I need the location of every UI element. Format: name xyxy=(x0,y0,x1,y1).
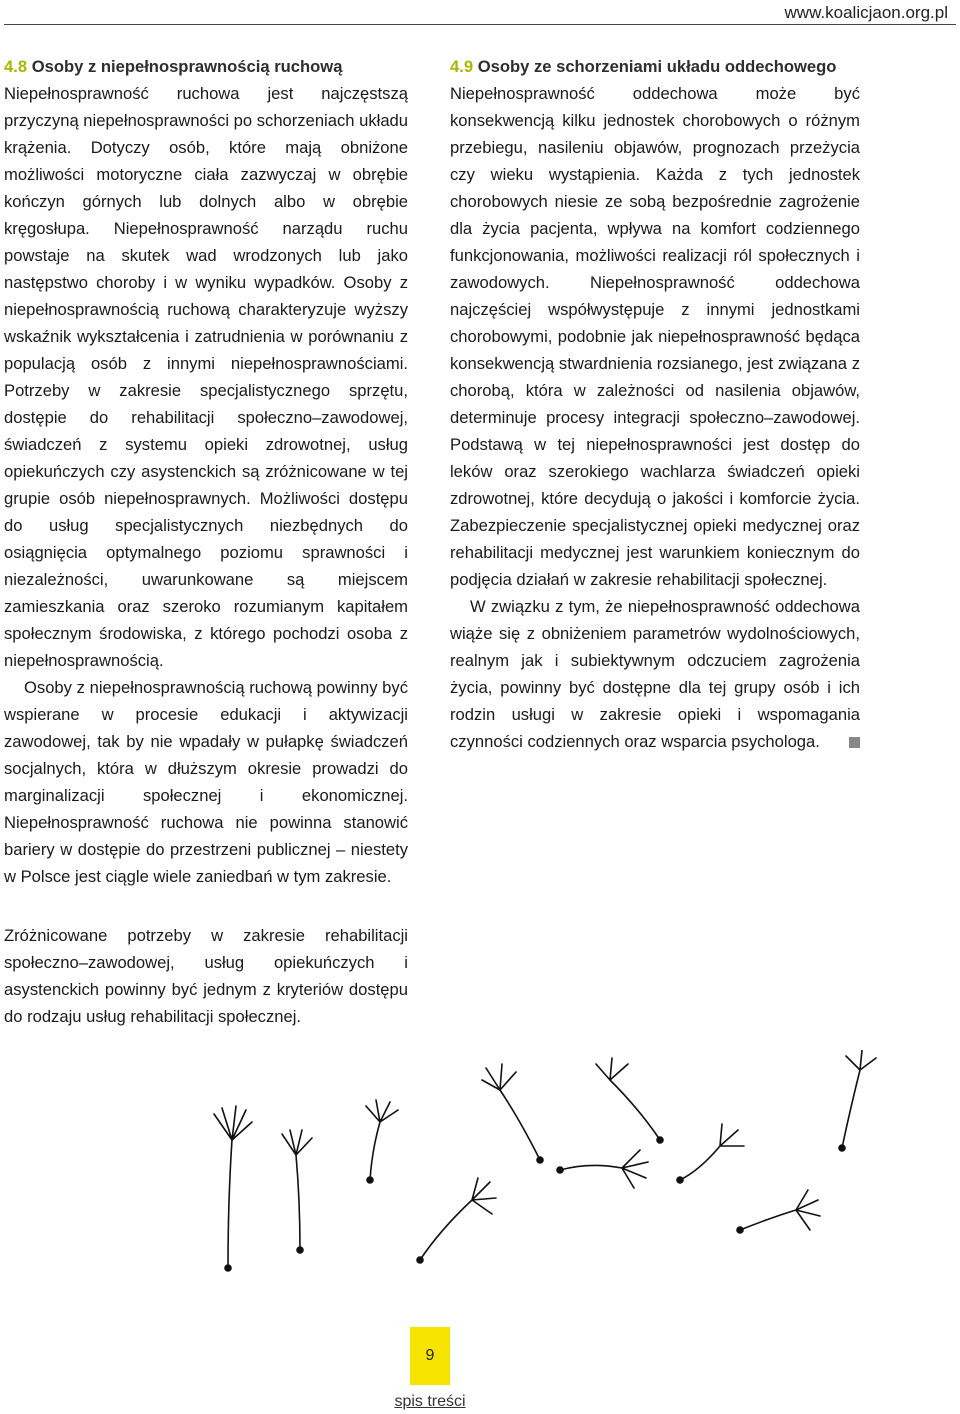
dandelion-seed-icon xyxy=(557,1150,648,1188)
section-number: 4.8 xyxy=(4,57,28,76)
dandelion-seed-icon xyxy=(417,1178,496,1263)
section-heading-4-9 xyxy=(450,53,860,80)
table-of-contents-link[interactable]: spis treści xyxy=(394,1393,466,1410)
dandelion-seeds-illustration xyxy=(0,1050,960,1310)
dandelion-seed-icon xyxy=(214,1106,252,1271)
dandelion-seed-icon xyxy=(482,1064,543,1163)
dandelion-seed-icon xyxy=(282,1130,312,1253)
section-number: 4.9 xyxy=(450,57,474,76)
section-title: Osoby ze schorzeniami układu oddechowego xyxy=(477,57,837,76)
header-rule xyxy=(4,24,956,25)
right-column xyxy=(450,53,860,755)
end-of-article-square-icon xyxy=(849,737,860,748)
body-paragraph-last xyxy=(450,593,860,755)
site-url[interactable]: www.koalicjaon.org.pl xyxy=(784,3,948,22)
body-paragraph: Niepełnosprawność oddechowa może być konsekwencją kilku jednostek chorobowych o różnym przebiegu, nasileniu objawów, prognozach przeżycia czy wieku wystąpienia. Każda z tych jednostek chorobowych niesie ze sobą bezpośrednie zagrożenie dla życia pacjenta, wpływa na komfort codziennego funkcjonowania, możliwości realizacji ról społecznych i zawodowych. Niepełnosprawność oddechowa najczęściej współwystępuje z innymi jednostkami chorobowymi, podobnie jak niepełnosprawność będąca konsekwencją stwardnienia rozsianego, jest związana z chorobą, która w zależności od nasilenia objawów, determinuje procesy integracji społeczno–zawodowej. Podstawą w tej niepełnosprawności jest dostęp do leków oraz szerokiego wachlarza świadczeń opieki zdrowotnej, które decydują o jakości i komforcie życia. Zabezpieczenie specjalistycznej opieki medycznej oraz rehabilitacji medycznej jest warunkiem koniecznym do podjęcia działań w zakresie rehabilitacji społecznej. xyxy=(450,84,860,589)
dandelion-seed-icon xyxy=(677,1124,744,1183)
page-number: 9 xyxy=(425,1347,435,1364)
dandelion-seed-icon xyxy=(596,1058,663,1143)
body-paragraph: Niepełnosprawność ruchowa jest najczęstszą przyczyną niepełnosprawności po schorzeniach układu krążenia. Dotyczy osób, które mają obniżone możliwości motoryczne ciała zazwyczaj w obrębie kończyn górnych lub dolnych albo w obrębie kręgosłupa. Niepełnosprawność narządu ruchu powstaje na skutek wad wrodzonych lub jako następstwo choroby i w wyniku wypadków. Osoby z niepełnosprawnością ruchową charakteryzuje wyższy wskaźnik wykształcenia i zatrudnienia w porównaniu z populacją osób z innymi niepełnosprawnościami. Potrzeby w zakresie specjalistycznego sprzętu, dostępie do rehabilitacji społeczno–zawodowej, świadczeń z systemu opieki zdrowotnej, usług opiekuńczych czy asystenckich są zróżnicowane w tej grupie osób niepełnosprawnych. Możliwości dostępu do usług specjalistycznych niezbędnych do osiągnięcia optymalnego poziomu sprawności i niezależności, uwarunkowane są miejscem zamieszkania oraz szeroko rozumianym kapitałem społecznym środowiska, z którego pochodzi osoba z niepełnosprawnością. xyxy=(4,84,409,670)
callout-box xyxy=(4,922,408,1030)
section-heading-4-8 xyxy=(4,53,408,80)
dandelion-seed-icon xyxy=(366,1100,398,1183)
dandelion-seed-icon xyxy=(839,1050,876,1151)
section-title: Osoby z niepełnosprawnością ruchową xyxy=(31,57,343,76)
left-column xyxy=(4,53,408,890)
page-number-box xyxy=(410,1327,450,1385)
dandelion-seed-icon xyxy=(737,1190,820,1233)
body-paragraph: Osoby z niepełnosprawnością ruchową powinny być wspierane w procesie edukacji i aktywizacji zawodowej, tak by nie wpadały w pułapkę świadczeń socjalnych, która w dłuższym okresie prowadzi do marginalizacji społecznej i ekonomicznej. Niepełnosprawność ruchowa nie powinna stanowić bariery w dostępie do przestrzeni publicznej – niestety w Polsce jest ciągle wiele zaniedbań w tym zakresie. xyxy=(4,678,408,886)
body-paragraph-text: W związku z tym, że niepełnosprawność oddechowa wiąże się z obniżeniem parametrów wydolnościowych, realnym jak i subiektywnym odczuciem zagrożenia życia, powinny być dostępne dla tej grupy osób i ich rodzin usługi w zakresie opieki i wspomagania czynności codziennych oraz wsparcia psychologa. xyxy=(450,597,860,751)
callout-text: Zróżnicowane potrzeby w zakresie rehabilitacji społeczno–zawodowej, usług opiekuńczych i asystenckich powinny być jednym z kryteriów dostępu do rodzaju usług rehabilitacji społecznej. xyxy=(4,926,408,1026)
